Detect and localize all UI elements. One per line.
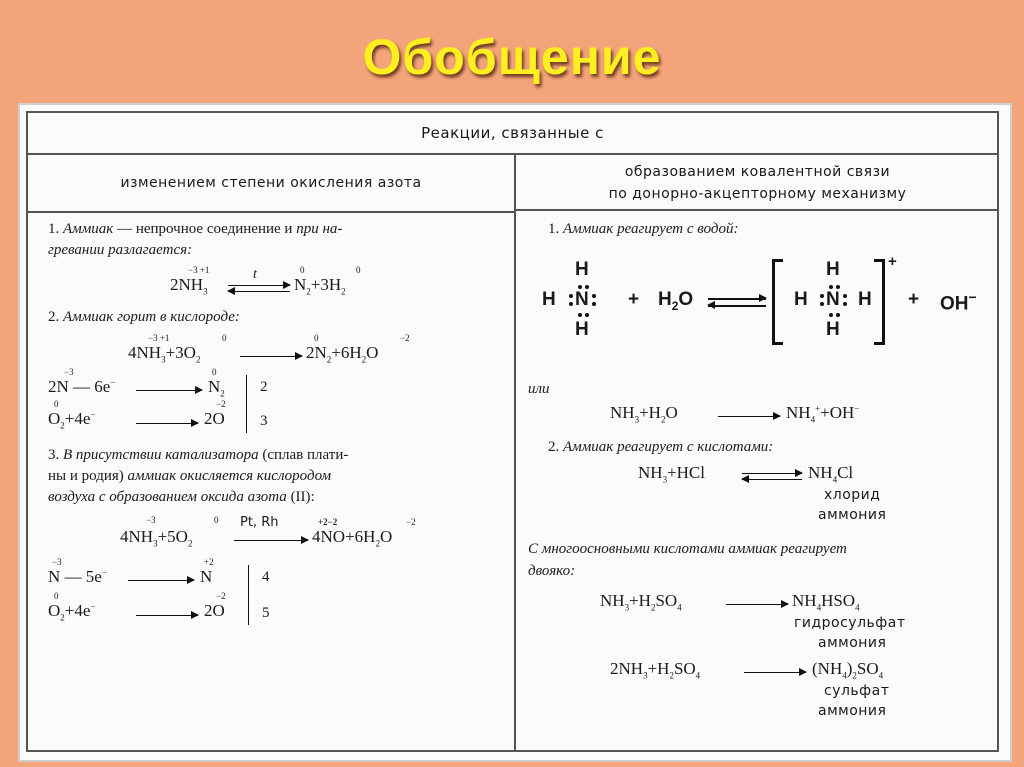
electron-dot [585, 313, 589, 317]
item-number: 2. [548, 439, 560, 455]
equation-ammonia-hcl [638, 463, 705, 484]
left-item2-line [48, 309, 240, 326]
formula: +5O [157, 527, 188, 546]
text-fragment: (сплав плати- [262, 447, 349, 463]
balance-divider [246, 375, 247, 433]
subscript: 2 [326, 354, 332, 365]
formula: +3H [310, 275, 342, 294]
formula: +HCl [667, 463, 705, 482]
subscript: 2 [60, 420, 65, 431]
electron-dot [569, 294, 573, 298]
lewis-n: N [826, 289, 840, 310]
lewis-h-bottom: H [575, 319, 589, 340]
subscript: 3 [161, 354, 166, 365]
table-header-right [516, 155, 999, 211]
superscript: − [101, 567, 107, 578]
subscript: 2 [195, 354, 201, 365]
electron-dot [836, 285, 840, 289]
lewis-h-bottom: H [826, 319, 840, 340]
reaction-condition: t [253, 267, 257, 282]
equation-products [792, 591, 860, 612]
formula: N [294, 275, 307, 294]
subscript: 3 [643, 670, 648, 681]
subscript: 3 [634, 414, 640, 425]
subscript: 4 [832, 474, 838, 485]
text-fragment: (II): [290, 489, 315, 505]
right-bracket [874, 259, 885, 345]
lewis-h-right: H [858, 289, 872, 310]
formula: SO [856, 659, 879, 678]
item-number: 1. [48, 221, 60, 237]
forward-arrow [718, 416, 780, 417]
water-formula [658, 289, 693, 313]
scanned-page [18, 103, 1012, 762]
balance-coefficient: 4 [262, 569, 270, 585]
subscript: 3 [153, 538, 158, 549]
subscript: 2 [375, 538, 380, 549]
plus-sign: + [908, 289, 920, 310]
formula: +3O [165, 343, 196, 362]
item-number: 2. [48, 309, 60, 325]
formula: 2NH [610, 659, 644, 678]
electron-balance-2 [48, 409, 96, 430]
oxidation-state: −2 [406, 517, 416, 527]
equation-products [312, 527, 392, 548]
electron-dot [578, 313, 582, 317]
superscript: − [90, 409, 96, 420]
product-name: гидросульфат [794, 615, 906, 631]
formula: 2NH [170, 275, 204, 294]
subscript: 2 [361, 354, 367, 365]
product-name: аммония [818, 703, 887, 719]
formula: N [208, 377, 221, 396]
electron-dot [585, 285, 589, 289]
table-header-top: Реакции, связанные с [28, 113, 997, 155]
oxidation-state: 0 [54, 591, 59, 601]
electron-dot [578, 285, 582, 289]
lewis-h-left: H [542, 289, 556, 310]
text-fragment: Аммиак реагирует с кислотами: [563, 439, 774, 455]
lewis-h-top: H [826, 259, 840, 280]
equation-products [294, 275, 346, 296]
oxidation-state: 0 [214, 515, 219, 525]
lewis-h-left: H [794, 289, 808, 310]
equation-products [812, 659, 883, 680]
formula: NH [792, 591, 817, 610]
text-fragment: В присутствии катализатора [63, 447, 259, 463]
formula: +4e [64, 601, 91, 620]
equation-products [306, 343, 378, 364]
formula: O [48, 409, 61, 428]
equation-combustion [128, 343, 200, 364]
formula: NH [808, 463, 833, 482]
text-fragment: Аммиак реагирует с водой: [563, 221, 739, 237]
oxidation-state: −2 [216, 399, 226, 409]
balance-divider [248, 565, 249, 625]
subscript: 2 [341, 286, 346, 297]
right-item2-line [548, 439, 773, 456]
or-text: или [528, 381, 550, 397]
formula: +H [639, 403, 661, 422]
text-fragment: Аммиак [63, 221, 114, 237]
subscript: 4 [816, 602, 822, 613]
balance-product: N [200, 567, 213, 586]
reverse-arrow [708, 305, 766, 307]
formula: 2N [306, 343, 327, 362]
formula: NH [610, 403, 635, 422]
text-fragment: Аммиак горит в кислороде: [63, 309, 240, 325]
oxidation-state: −3 +1 [188, 265, 210, 275]
formula: +OH [820, 403, 855, 422]
polybasic-line2: двояко: [528, 563, 576, 579]
oxidation-state: 0 [54, 399, 59, 409]
formula: SO [673, 659, 696, 678]
electron-dot [843, 294, 847, 298]
column-divider [514, 153, 516, 750]
forward-arrow [240, 356, 302, 357]
oxidation-state: −3 [146, 515, 156, 525]
electron-balance-3 [48, 567, 107, 587]
header-right-line1: образованием ковалентной связи [624, 164, 891, 180]
electron-balance-1 [48, 377, 115, 397]
formula: ) [846, 659, 853, 678]
electron-dot [592, 302, 596, 306]
oxidation-state: 0 [356, 265, 361, 275]
formula: NH [638, 463, 663, 482]
formula: 4NH [128, 343, 162, 362]
balance-coefficient: 5 [262, 605, 270, 621]
electron-dot [820, 294, 824, 298]
oxidation-state: 0 [222, 333, 227, 343]
forward-arrow [708, 298, 766, 300]
plus-sign: + [628, 289, 640, 310]
subscript: 2 [660, 414, 666, 425]
formula: 2N — 6e [48, 377, 111, 396]
formula: OH [940, 293, 969, 315]
table-header-left: изменением степени окисления азота [28, 155, 514, 213]
header-right-line2: по донорно-акцепторному механизму [608, 186, 907, 202]
superscript: − [968, 289, 977, 305]
formula: +4e [64, 409, 91, 428]
subscript: 3 [203, 286, 208, 297]
subscript: 2 [650, 602, 656, 613]
formula: O [379, 527, 393, 546]
reverse-arrow [742, 479, 802, 480]
oxidation-state: −3 [64, 367, 74, 377]
left-item3-line1 [48, 447, 348, 464]
formula: O [678, 289, 694, 310]
right-item1-line [548, 221, 739, 238]
formula: H [658, 289, 672, 310]
superscript: − [90, 601, 96, 612]
lewis-n: N [575, 289, 589, 310]
forward-arrow [742, 473, 802, 474]
subscript: 4 [695, 670, 701, 681]
formula: O [48, 601, 61, 620]
subscript: 3 [624, 602, 630, 613]
subscript: 3 [662, 474, 668, 485]
oxidation-state: 0 [212, 367, 217, 377]
electron-dot [836, 313, 840, 317]
subscript: 4 [878, 670, 884, 681]
product-name: хлорид [824, 487, 881, 503]
subscript: 2 [852, 670, 857, 681]
left-item1-line1 [48, 221, 342, 238]
subscript: 2 [671, 298, 679, 313]
balance-product [208, 377, 225, 398]
formula: HSO [821, 591, 856, 610]
reaction-condition: Pt, Rh [240, 515, 279, 530]
lewis-h-top: H [575, 259, 589, 280]
subscript: 2 [60, 612, 65, 623]
balance-product: 2O [204, 601, 225, 620]
oxidation-state: −3 [52, 557, 62, 567]
electron-dot [592, 294, 596, 298]
charge-plus: + [888, 253, 897, 270]
text-fragment: воздуха с образованием оксида азота [48, 489, 287, 505]
left-item1-line2: гревании разлагается: [48, 242, 193, 258]
left-item3-line2 [48, 468, 331, 485]
formula: O [665, 403, 678, 422]
formula: 4NH [120, 527, 154, 546]
equation-catalytic-oxidation [120, 527, 192, 548]
subscript: 4 [842, 670, 847, 681]
slide-title: Обобщение [362, 29, 662, 85]
balance-product: 2O [204, 409, 225, 428]
equation-ammonia-h2so4-1 [600, 591, 682, 612]
formula: NH [786, 403, 811, 422]
forward-arrow [136, 615, 198, 616]
oxidation-state: −2 [400, 333, 410, 343]
electron-dot [820, 302, 824, 306]
left-item3-line3 [48, 489, 315, 506]
oxidation-state: −3 +1 [148, 333, 170, 343]
item-number: 3. [48, 447, 60, 463]
product-name: аммония [818, 635, 887, 651]
formula: +6H [345, 527, 376, 546]
superscript: − [110, 377, 116, 388]
product-name: сульфат [824, 683, 890, 699]
formula: N — 5e [48, 567, 102, 586]
forward-arrow [228, 285, 290, 286]
product-name: аммония [818, 507, 887, 523]
forward-arrow [136, 390, 202, 391]
formula: NH [600, 591, 625, 610]
superscript: − [854, 403, 860, 414]
subscript: 4 [855, 602, 860, 613]
formula: (NH [812, 659, 843, 678]
forward-arrow [136, 423, 198, 424]
text-fragment: при на- [296, 221, 343, 237]
formula: 4NO [312, 527, 346, 546]
formula: SO [655, 591, 678, 610]
subscript: 4 [677, 602, 682, 613]
reactions-table [26, 111, 999, 752]
balance-coefficient: 3 [260, 413, 268, 429]
equation-decomposition [170, 275, 208, 296]
oxidation-state: +2 [204, 557, 214, 567]
equation-ammonia-water [610, 403, 678, 424]
equation-products [808, 463, 853, 484]
electron-dot [829, 285, 833, 289]
reverse-arrow [228, 291, 290, 292]
text-fragment: аммиак окисляется кислородом [127, 468, 332, 484]
balance-coefficient: 2 [260, 379, 268, 395]
electron-dot [829, 313, 833, 317]
text-fragment: — непрочное соединение и [117, 221, 293, 237]
subscript: 2 [187, 538, 193, 549]
subscript: 4 [810, 414, 816, 425]
electron-dot [843, 302, 847, 306]
superscript: + [815, 403, 821, 414]
equation-ammonia-h2so4-2 [610, 659, 700, 680]
electron-dot [569, 302, 573, 306]
equation-products [786, 403, 859, 424]
formula: Cl [837, 463, 854, 482]
subscript: 2 [220, 388, 225, 399]
forward-arrow [744, 672, 806, 673]
item-number: 1. [548, 221, 560, 237]
subscript: 2 [669, 670, 674, 681]
forward-arrow [128, 580, 194, 581]
forward-arrow [726, 604, 788, 605]
polybasic-line1: С многоосновными кислотами аммиак реагирует [528, 541, 847, 557]
forward-arrow [234, 540, 308, 541]
left-bracket [772, 259, 783, 345]
formula: +H [629, 591, 651, 610]
formula: O [366, 343, 379, 362]
electron-balance-4 [48, 601, 96, 622]
oxidation-state: 0 [314, 333, 319, 343]
text-fragment: ны и родия) [48, 468, 124, 484]
subscript: 2 [306, 286, 311, 297]
oxidation-state: −2 [216, 591, 226, 601]
formula: +6H [331, 343, 362, 362]
formula: +H [647, 659, 670, 678]
oxidation-state: +2−2 [318, 517, 338, 527]
hydroxide [940, 289, 977, 315]
oxidation-state: 0 [300, 265, 305, 275]
